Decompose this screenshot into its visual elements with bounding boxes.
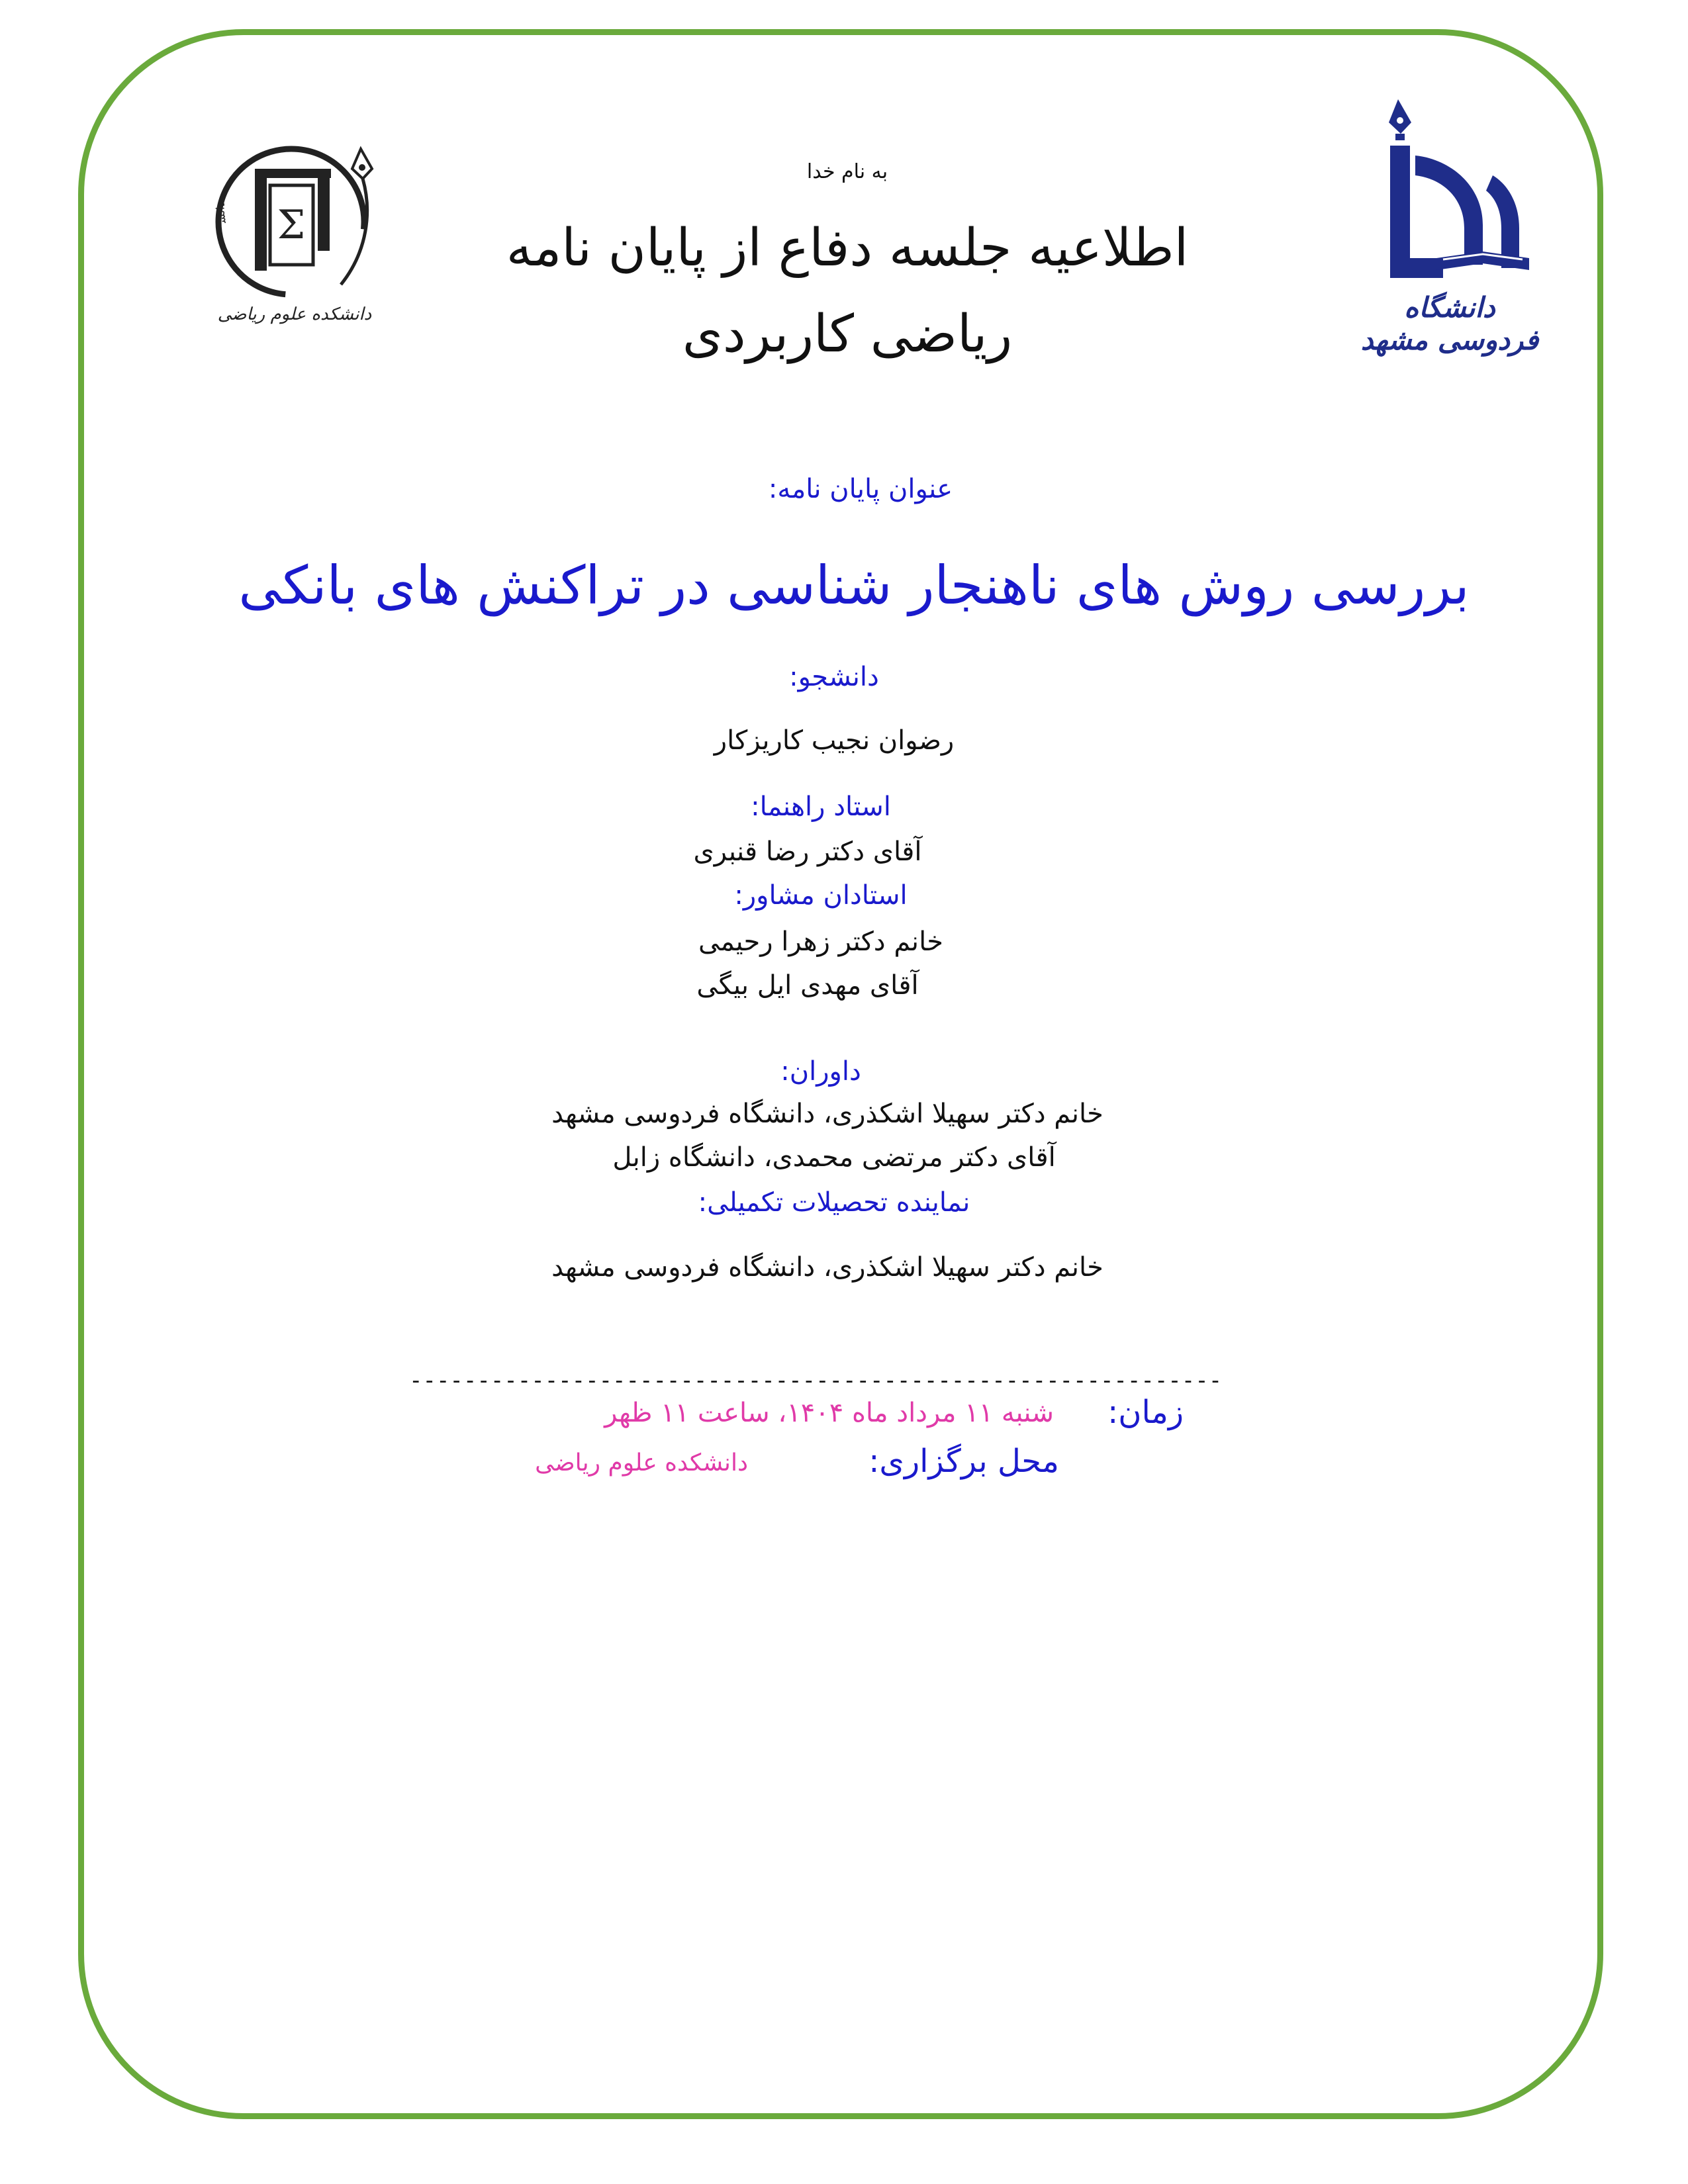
thesis-title-label: عنوان پایان نامه: [768,474,953,504]
place-label: محل برگزاری: [868,1443,1059,1480]
supervisor-name: آقای دکتر رضا قنبری [693,837,922,867]
page-subtitle: ریاضی کاربردی [682,304,1013,364]
advisor-name-2: آقای مهدی ایل بیگی [696,970,919,1001]
thesis-title: بررسی روش های ناهنجار شناسی در تراکنش های بانکی [238,555,1470,616]
svg-text:Σ: Σ [277,202,306,248]
referee-name-2: آقای دکتر مرتضی محمدی، دانشگاه زابل [612,1142,1056,1173]
logo-university-name: دانشگاه فردوسی مشهد [1360,291,1539,356]
place-value: دانشکده علوم ریاضی [535,1449,748,1477]
basmala: به نام خدا [806,160,888,183]
advisor-name-1: خانم دکتر زهرا رحیمی [698,927,943,957]
page-title: اطلاعیه جلسه دفاع از پایان نامه [506,218,1189,278]
separator-line: ------------------------------------------------------------ [409,1367,1223,1394]
referee-name-1: خانم دکتر سهیلا اشکذری، دانشگاه فردوسی مشهد [551,1099,1103,1129]
time-value: شنبه ۱۱ مرداد ماه ۱۴۰۴، ساعت ۱۱ ظهر [604,1398,1054,1428]
grad-rep-name: خانم دکتر سهیلا اشکذری، دانشگاه فردوسی مشهد [551,1252,1103,1283]
logo-faculty-name: دانشکده علوم ریاضی [217,304,372,324]
logo-arc-text: دانش [214,201,229,224]
referees-label: داوران: [780,1056,861,1087]
time-label: زمان: [1107,1394,1184,1431]
ferdowsi-university-logo [1350,93,1549,356]
student-label: دانشجو: [789,662,879,692]
supervisor-label: استاد راهنما: [751,792,891,822]
student-name: رضوان نجیب کاریزکار [714,725,955,756]
advisors-label: استادان مشاور: [734,880,908,911]
faculty-of-mathematical-sciences-logo [199,106,391,351]
svg-text:دانشگاه فردوسی مشهد [199,106,229,225]
grad-rep-label: نماینده تحصیلات تکمیلی: [698,1187,970,1218]
